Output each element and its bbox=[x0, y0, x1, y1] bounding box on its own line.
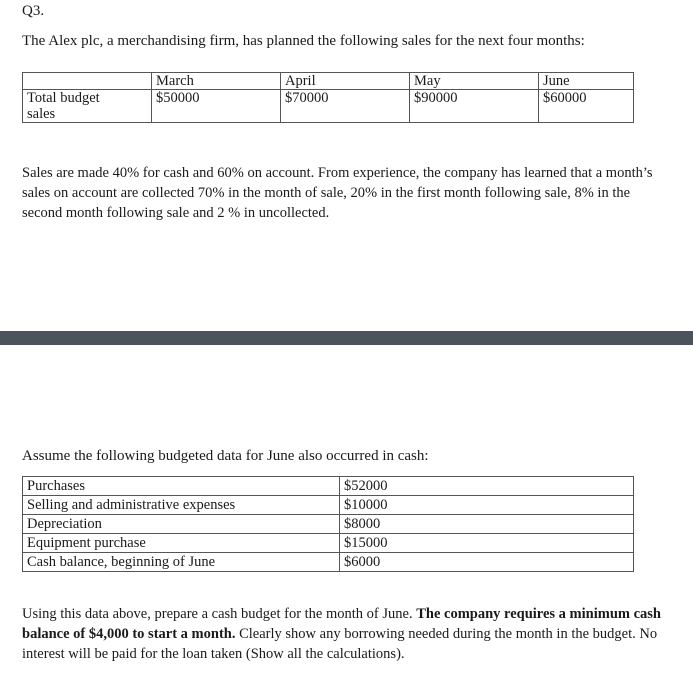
instruction-paragraph bbox=[22, 604, 672, 664]
item-label: Equipment purchase bbox=[23, 534, 340, 553]
instruction-text: Using this data above, prepare a cash budget for the month of June. bbox=[22, 606, 417, 622]
question-number: Q3. bbox=[22, 3, 45, 19]
assume-text: Assume the following budgeted data for June also occurred in cash: bbox=[22, 448, 429, 464]
sales-value: $70000 bbox=[281, 90, 410, 123]
month-header: March bbox=[152, 73, 281, 90]
table-row bbox=[23, 477, 634, 496]
item-value: $8000 bbox=[340, 515, 634, 534]
table-row bbox=[23, 496, 634, 515]
item-value: $52000 bbox=[340, 477, 634, 496]
page-divider-band bbox=[0, 331, 693, 345]
month-header: June bbox=[539, 73, 634, 90]
sales-value: $60000 bbox=[539, 90, 634, 123]
month-header: May bbox=[410, 73, 539, 90]
minimum-balance-requirement: The company requires a minimum cash balance of $4,000 to start a month. bbox=[22, 606, 661, 642]
table-row bbox=[23, 534, 634, 553]
month-header: April bbox=[281, 73, 410, 90]
item-label: Purchases bbox=[23, 477, 340, 496]
item-label: Selling and administrative expenses bbox=[23, 496, 340, 515]
sales-header-row bbox=[23, 73, 634, 90]
row-label-line: Total budget bbox=[27, 90, 100, 106]
row-label-line: sales bbox=[27, 106, 56, 122]
sales-value: $90000 bbox=[410, 90, 539, 123]
item-value: $6000 bbox=[340, 553, 634, 572]
sales-value-row bbox=[23, 90, 634, 123]
row-label bbox=[23, 90, 152, 123]
item-label: Depreciation bbox=[23, 515, 340, 534]
collection-paragraph: Sales are made 40% for cash and 60% on account. From experience, the company has learned that a month’s sales on account are collected 70% in the month of sale, 20% in the first month following sale, 8% in the second month following sale and 2 % in uncollected. bbox=[22, 165, 653, 221]
table-row bbox=[23, 553, 634, 572]
instruction-text-cont: Clearly show any borrowing needed during the month in the budget. No interest will be paid for the loan taken (Show all the calculations). bbox=[22, 626, 658, 662]
table-row bbox=[23, 515, 634, 534]
item-value: $10000 bbox=[340, 496, 634, 515]
item-label: Cash balance, beginning of June bbox=[23, 553, 340, 572]
item-value: $15000 bbox=[340, 534, 634, 553]
header-blank-cell bbox=[23, 73, 152, 90]
sales-value: $50000 bbox=[152, 90, 281, 123]
june-data-table bbox=[22, 476, 634, 572]
sales-table bbox=[22, 72, 634, 123]
intro-text: The Alex plc, a merchandising firm, has planned the following sales for the next four months: bbox=[22, 33, 585, 49]
